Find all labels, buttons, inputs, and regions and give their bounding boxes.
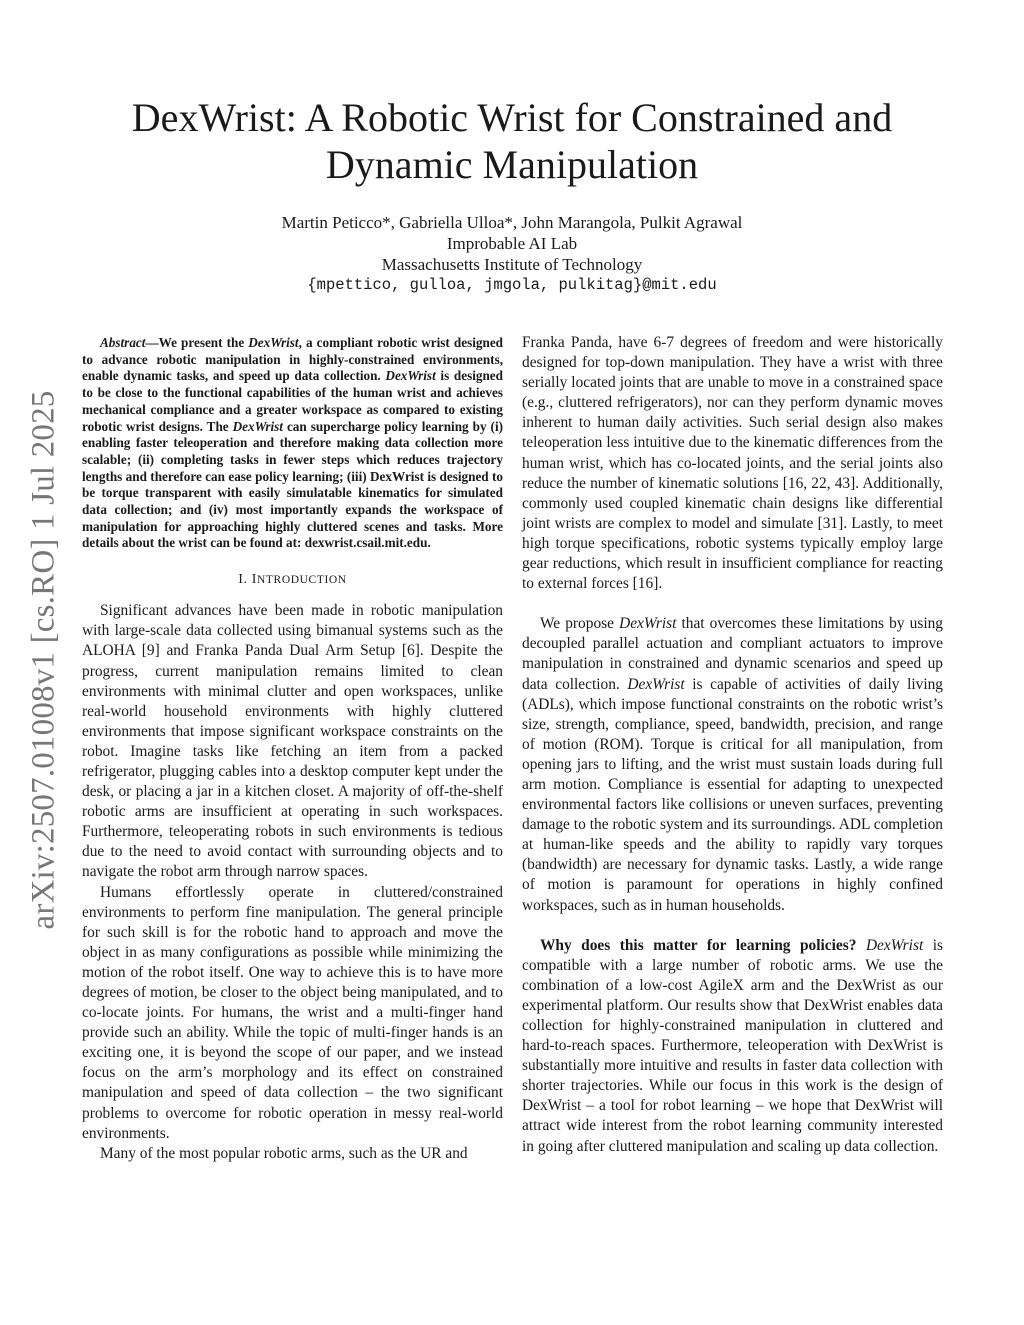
para-text: is capable of activities of daily living (ADLs), which impose functional constraints on the robotic wrist’s size, strength, compliance, speed, bandwidth, precision, and range of motion (ROM). Torque is critical for all manipulation, from opening jars to lifting, and the wrist must sustain loads during full arm motion. Compliance is essential for adapting to unexpected environmental factors like collisions or uneven surfaces, preventing damage to the robotic system and its surroundings. ADL completion at human-like speeds and the ability to rapidly vary torques (bandwidth) are necessary for dynamic tasks. Lastly, a wide range of motion is paramount for operations in highly confined workspaces, such as in human households. — [522, 675, 943, 914]
section-heading-introduction — [82, 570, 503, 590]
para-dexwrist: DexWrist — [865, 936, 924, 954]
abstract-text: can supercharge policy learning by (i) enabling faster teleoperation and therefore making data collection more scalable; (ii) completing tasks in fewer steps which reduces trajectory lengths and therefore can ease policy learning; (iii) DexWrist is designed to be torque transparent with easily simulatable kinematics for simulated data collection; and (iv) most importantly expands the workspace of manipulation for approaching highly cluttered scenes and tasks. More details about the wrist can be found at: dexwrist.csail.mit.edu. — [82, 418, 503, 551]
abstract — [82, 335, 503, 552]
arxiv-identifier-sidebar: arXiv:2507.01008v1 [cs.RO] 1 Jul 2025 — [25, 390, 62, 930]
para-heading: Why does this matter for learning policies? — [540, 936, 857, 954]
intro-paragraph-1: Significant advances have been made in robotic manipulation with large-scale data collected using bimanual systems such as the ALOHA [9] and Franka Panda Dual Arm Setup [6]. Despite the progress, current manipulation remains limited to clean environments with minimal clutter and open workspaces, unlike real-world household environments with highly cluttered environments that impose significant workspace constraints on the robot. Imagine tasks like fetching an item from a packed refrigerator, plugging cables into a desktop computer kept under the desk, or placing a jar in a kitchen closet. A majority of off-the-shelf robotic arms are insufficient at operating in such workspaces. Furthermore, teleoperating robots in such environments is tedious due to the need to avoid contact with surrounding objects and to navigate the robot arm through narrow spaces. — [82, 602, 503, 881]
author-names: Martin Peticco*, Gabriella Ulloa*, John Marangola, Pulkit Agrawal — [281, 213, 743, 232]
paper-title — [90, 94, 934, 188]
title-line-1: DexWrist: A Robotic Wrist for Constrained and — [131, 95, 893, 140]
abstract-dexwrist: DexWrist — [248, 335, 299, 350]
abstract-dexwrist: DexWrist — [385, 368, 436, 384]
affiliation-lab: Improbable AI Lab — [446, 234, 578, 253]
intro-paragraph-3: Many of the most popular robotic arms, such as the UR and — [100, 1144, 468, 1162]
para-text: is compatible with a large number of robotic arms. We use the combination of a low-cost AgileX arm and the DexWrist as our experimental platform. Our results show that DexWrist enables data collection for highly-constrained manipulation in cluttered and hard-to-reach spaces. Furthermore, teleoperation with DexWrist is substantially more intuitive and results in faster data collection with shorter trajectories. While our focus in this work is the design of DexWrist – a tool for robot learning – we hope that DexWrist will attract wide interest from the robot learning community interested in going after cluttered manipulation and scaling up data collection. — [522, 936, 943, 1155]
para-text: We propose — [540, 615, 620, 633]
abstract-label: Abstract — [100, 335, 146, 350]
abstract-dexwrist: DexWrist — [232, 418, 283, 434]
intro-paragraph-2: Humans effortlessly operate in cluttered/constrained environments to perform fine manipulation. The general principle for such skill is for the robotic hand to approach and move the object in as many configurations as possible while minimizing the motion of the robot itself. One way to achieve this is to have more degrees of motion, be closer to the object being manipulated, and to co-locate joints. For humans, the wrist and a multi-finger hand provide such an ability. While the topic of multi-finger hands is an exciting one, it is beyond the scope of our paper, and we instead focus on the arm’s morphology and its effect on constrained manipulation and speed of data collection – the two significant problems to overcome for robotic operation in messy real-world environments. — [82, 883, 503, 1142]
intro-paragraph-4 — [522, 614, 943, 915]
author-block — [90, 212, 934, 296]
abstract-text: We present the — [158, 335, 249, 350]
intro-paragraph-3-continued: Franka Panda, have 6-7 degrees of freedom and were historically designed for top-down manipulation. They have a wrist with three serially located joints that are unable to move in a constrained space (e.g., cluttered refrigerators), nor can they perform dynamic moves inherent to human daily activities. Such serial design also makes teleoperation less intuitive due to the kinematic differences from the human wrist, which has co-located joints, and the serial joints also reduce the number of kinematic solutions [16, 22, 43]. Additionally, commonly used coupled kinematic chain designs like differential joint wrists are complex to model and simulate [31]. Lastly, to meet high torque specifications, robotic systems typically employ large gear reductions, which result in insufficient compliance for reacting to external forces [16]. — [522, 334, 943, 593]
affiliation-institution: Massachusetts Institute of Technology — [381, 255, 643, 274]
right-column — [522, 333, 943, 1157]
left-column — [82, 335, 503, 1164]
para-dexwrist: DexWrist — [627, 675, 685, 693]
author-emails: {mpettico, gulloa, jmgola, pulkitag}@mit.edu — [307, 276, 717, 294]
para-text: that overcomes these limitations by using decoupled parallel actuation and compliant actuators to improve manipulation in constrained and dynamic scenarios and speed up data collection. — [522, 615, 943, 693]
section-numeral: I. — [238, 572, 252, 588]
section-title-rest: NTRODUCTION — [257, 574, 347, 587]
intro-paragraph-5 — [522, 936, 943, 1157]
para-dexwrist: DexWrist — [619, 615, 677, 633]
abstract-text: is designed to be close to the functional capabilities of the human wrist and achieves mechanical compliance and a greater workspace as compared to existing robotic wrist designs. The — [82, 368, 503, 434]
abstract-text: , a compliant robotic wrist designed to advance robotic manipulation in highly-constrained environments, enable dynamic tasks, and speed up data collection. — [82, 335, 504, 384]
title-line-2: Dynamic Manipulation — [325, 142, 699, 187]
abstract-dash: — — [145, 335, 159, 350]
section-first-letter: I — [251, 572, 258, 588]
